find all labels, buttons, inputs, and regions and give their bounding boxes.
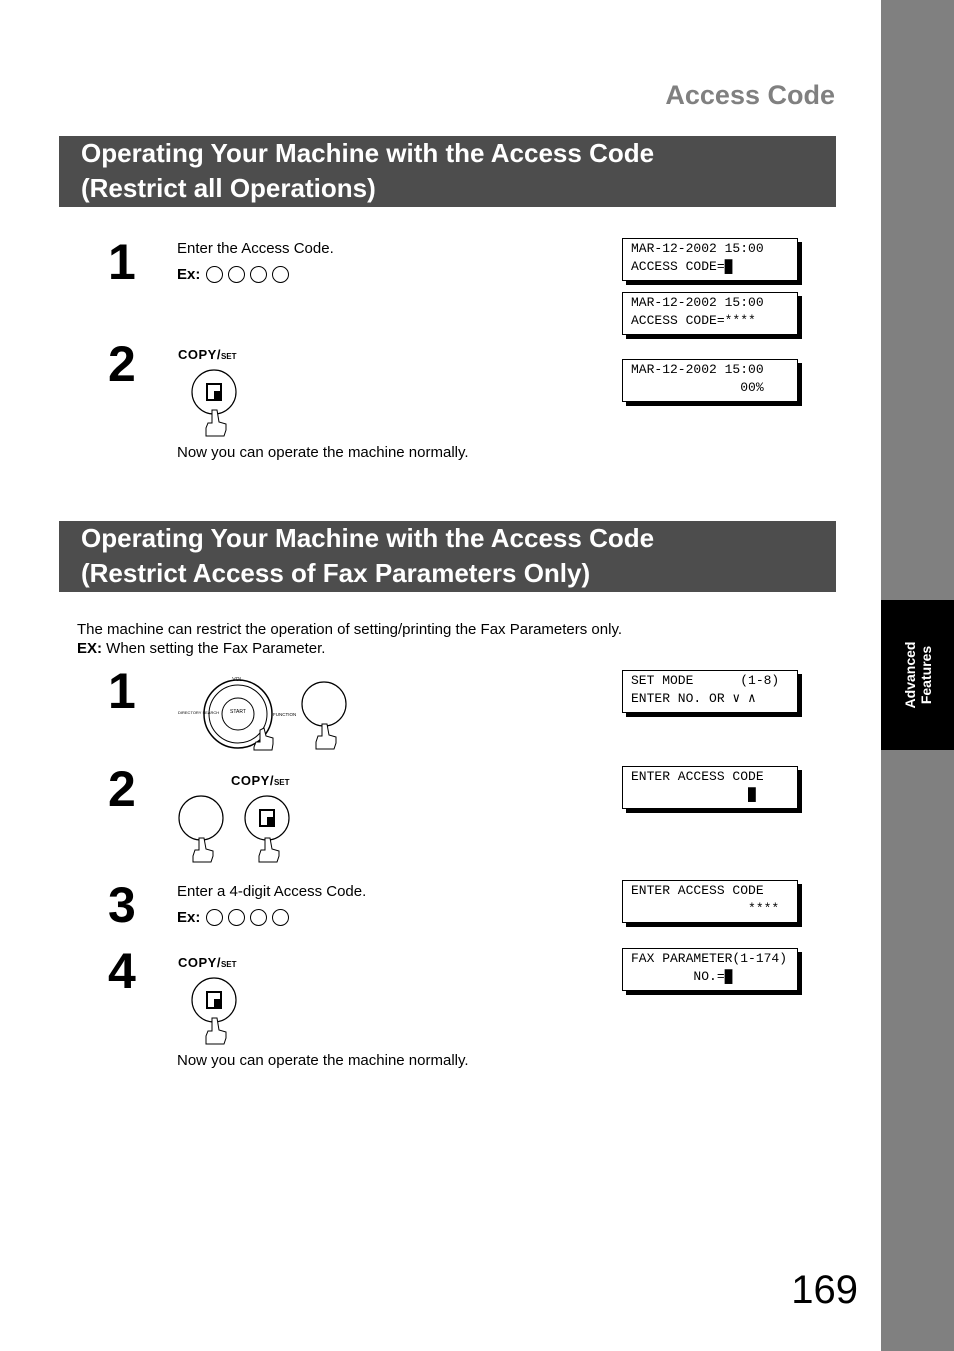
keypad-key-icon — [206, 266, 223, 283]
s1-footer-text: Now you can operate the machine normally. — [177, 444, 469, 461]
keypad-key-icon — [228, 266, 245, 283]
s2-copy-set-label — [231, 772, 290, 790]
slash-label: / — [216, 955, 221, 970]
s2-footer-text: Now you can operate the machine normally. — [177, 1052, 469, 1069]
s2-step4-number: 4 — [108, 943, 136, 999]
s2-ex-text: When setting the Fax Parameter. — [102, 640, 326, 657]
lcd-line: SET MODE (1-8) — [631, 673, 780, 688]
section2-title-line1: Operating Your Machine with the Access Code — [81, 523, 655, 553]
s2-lcd-display-1 — [622, 670, 798, 713]
lcd-line: MAR-12-2002 15:00 — [631, 241, 764, 256]
section1-title-line2: (Restrict all Operations) — [81, 173, 376, 203]
s1-ex-label: Ex: — [177, 266, 201, 283]
s2-ex3-label: Ex: — [177, 909, 201, 926]
lcd-line: NO.=█ — [631, 969, 733, 984]
s2-step3-number: 3 — [108, 877, 136, 933]
lcd-line: FAX PARAMETER(1-174) — [631, 951, 788, 966]
copy-label: COPY — [178, 955, 217, 970]
lcd-line: ENTER NO. OR ∨ ∧ — [631, 691, 756, 706]
lcd-line: ENTER ACCESS CODE — [631, 769, 764, 784]
s1-step1-text: Enter the Access Code. — [177, 240, 334, 257]
slash-label: / — [269, 773, 274, 788]
s2-lcd-display-4 — [622, 948, 798, 991]
s1-step1-example — [177, 266, 294, 283]
s2-copy-set-label-2 — [178, 954, 237, 972]
lcd-line: ACCESS CODE=█ — [631, 259, 733, 274]
s2-lcd-display-2 — [622, 766, 798, 809]
lcd-line: █ — [631, 787, 756, 802]
section2-banner — [59, 521, 836, 592]
s1-lcd-display-1 — [622, 238, 798, 281]
copy-set-button-icon — [188, 366, 242, 440]
lcd-line: ACCESS CODE=**** — [631, 313, 756, 328]
s1-lcd-display-2 — [622, 292, 798, 335]
s2-step3-text: Enter a 4-digit Access Code. — [177, 883, 367, 900]
keypad-key-icon — [272, 266, 289, 283]
page-number: 169 — [791, 1268, 858, 1312]
s2-step3-example — [177, 909, 294, 926]
s1-step1-number: 1 — [108, 234, 136, 290]
s1-step2-number: 2 — [108, 336, 136, 392]
lcd-line: MAR-12-2002 15:00 — [631, 362, 764, 377]
copy-set-button-icon — [188, 974, 242, 1048]
copy-label: COPY — [178, 347, 217, 362]
s2-step2-number: 2 — [108, 761, 136, 817]
keys-press-icon — [175, 794, 295, 866]
dial-center-label: START — [230, 709, 246, 715]
dial-right-label: FUNCTION — [273, 712, 297, 717]
s2-example-line — [77, 640, 325, 657]
chapter-tab-line1: Advanced — [901, 641, 918, 709]
lcd-line: ENTER ACCESS CODE — [631, 883, 764, 898]
keypad-key-icon — [206, 909, 223, 926]
copy-label: COPY — [231, 773, 270, 788]
keypad-key-icon — [250, 266, 267, 283]
set-label: SET — [220, 960, 237, 969]
dial-left-label: DIRECTORY SEARCH — [178, 710, 220, 715]
s2-ex-label: EX: — [77, 640, 103, 657]
navigation-dial-icon — [176, 672, 356, 752]
section1-banner — [59, 136, 836, 207]
s2-lcd-display-3 — [622, 880, 798, 923]
keypad-key-icon — [250, 909, 267, 926]
s1-lcd-display-3 — [622, 359, 798, 402]
s2-intro-text: The machine can restrict the operation of setting/printing the Fax Parameters only. — [77, 621, 622, 638]
lcd-line: **** — [631, 901, 780, 916]
lcd-line: 00% — [631, 380, 764, 395]
lcd-line: MAR-12-2002 15:00 — [631, 295, 764, 310]
page-header-title: Access Code — [665, 80, 835, 110]
keypad-key-icon — [272, 909, 289, 926]
section1-title-line1: Operating Your Machine with the Access Code — [81, 138, 655, 168]
keypad-key-icon — [228, 909, 245, 926]
s2-step1-number: 1 — [108, 663, 136, 719]
set-label: SET — [273, 778, 290, 787]
s1-copy-set-label — [178, 346, 237, 364]
set-label: SET — [220, 352, 237, 361]
dial-top-label: VOL. — [232, 677, 244, 683]
section2-title-line2: (Restrict Access of Fax Parameters Only) — [81, 558, 591, 588]
chapter-tab — [881, 600, 954, 750]
chapter-tab-line2: Features — [917, 645, 934, 705]
slash-label: / — [216, 347, 221, 362]
